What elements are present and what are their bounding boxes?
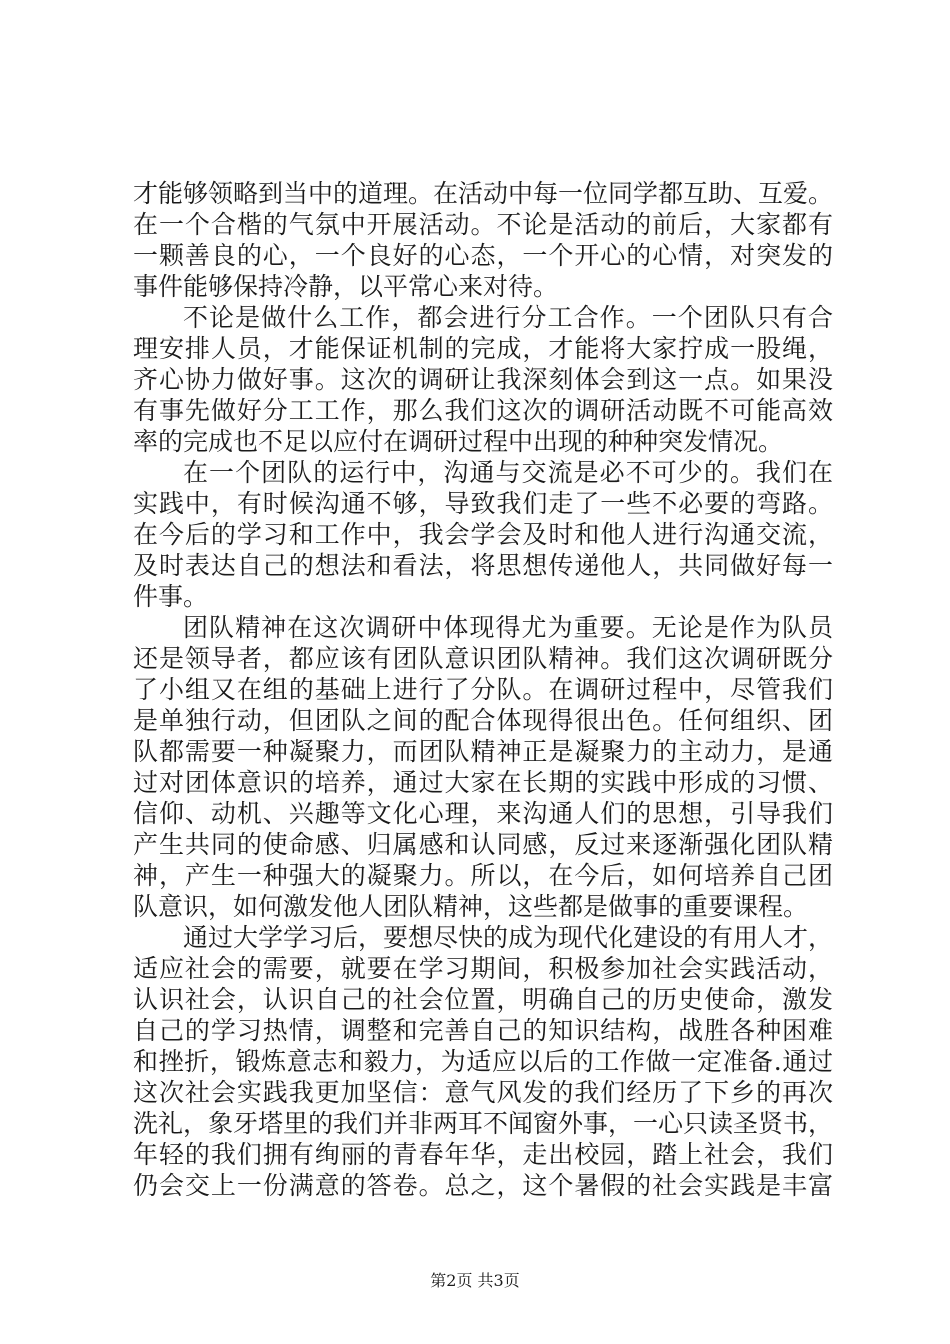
text-line: 是单独行动，但团队之间的配合体现得很出色。任何组织、团: [133, 706, 833, 735]
text-line: 齐心协力做好事。这次的调研让我深刻体会到这一点。如果没: [133, 365, 833, 394]
text-line: 理安排人员，才能保证机制的完成，才能将大家拧成一股绳，: [133, 334, 833, 363]
text-line: 年轻的我们拥有绚丽的青春年华，走出校园，踏上社会，我们: [133, 1140, 833, 1169]
text-line: 有事先做好分工工作，那么我们这次的调研活动既不可能高效: [133, 396, 833, 425]
text-line: 在一个合楷的气氛中开展活动。不论是活动的前后，大家都有: [133, 210, 833, 239]
page-footer: 第2页 共3页: [430, 1271, 520, 1290]
text-line: 实践中，有时候沟通不够，导致我们走了一些不必要的弯路。: [133, 489, 833, 518]
text-line: 神，产生一种强大的凝聚力。所以，在今后，如何培养自己团: [133, 861, 833, 890]
text-line: 自己的学习热情，调整和完善自己的知识结构，战胜各种困难: [133, 1016, 833, 1045]
text-line: 队意识，如何激发他人团队精神，这些都是做事的重要课程。: [133, 892, 809, 921]
text-line: 才能够领略到当中的道理。在活动中每一位同学都互助、互爱。: [133, 179, 834, 208]
text-line: 认识社会，认识自己的社会位置，明确自己的历史使命，激发: [133, 985, 833, 1014]
text-line: 率的完成也不足以应付在调研过程中出现的种种突发情况。: [133, 427, 784, 456]
text-line: 过对团体意识的培养，通过大家在长期的实践中形成的习惯、: [133, 768, 833, 797]
text-line: 产生共同的使命感、归属感和认同感，反过来逐渐强化团队精: [133, 830, 833, 859]
text-line: 不论是做什么工作，都会进行分工合作。一个团队只有合: [183, 303, 833, 332]
text-line: 团队精神在这次调研中体现得尤为重要。无论是作为队员: [183, 613, 833, 642]
text-line: 及时表达自己的想法和看法，将思想传递他人，共同做好每一: [133, 551, 833, 580]
text-line: 在一个团队的运行中，沟通与交流是必不可少的。我们在: [183, 458, 833, 487]
text-line: 这次社会实践我更加坚信：意气风发的我们经历了下乡的再次: [133, 1078, 833, 1107]
text-line: 和挫折，锻炼意志和毅力，为适应以后的工作做一定准备.通过: [133, 1047, 833, 1076]
text-line: 在今后的学习和工作中，我会学会及时和他人进行沟通交流，: [133, 520, 833, 549]
text-line: 通过大学学习后，要想尽快的成为现代化建设的有用人才，: [183, 923, 834, 952]
text-line: 件事。: [133, 582, 209, 611]
text-line: 事件能够保持冷静，以平常心来对待。: [133, 272, 559, 301]
text-line: 了小组又在组的基础上进行了分队。在调研过程中，尽管我们: [133, 675, 833, 704]
text-line: 队都需要一种凝聚力，而团队精神正是凝聚力的主动力，是通: [133, 737, 833, 766]
body-text: [133, 178, 833, 1201]
text-line: 仍会交上一份满意的答卷。总之，这个暑假的社会实践是丰富: [133, 1171, 833, 1200]
text-line: 还是领导者，都应该有团队意识团队精神。我们这次调研既分: [133, 644, 833, 673]
text-line: 适应社会的需要，就要在学习期间，积极参加社会实践活动，: [133, 954, 833, 983]
text-line: 一颗善良的心，一个良好的心态，一个开心的心情，对突发的: [133, 241, 833, 270]
text-line: 信仰、动机、兴趣等文化心理，来沟通人们的思想，引导我们: [133, 799, 833, 828]
text-line: 洗礼，象牙塔里的我们并非两耳不闻窗外事，一心只读圣贤书，: [133, 1109, 834, 1138]
